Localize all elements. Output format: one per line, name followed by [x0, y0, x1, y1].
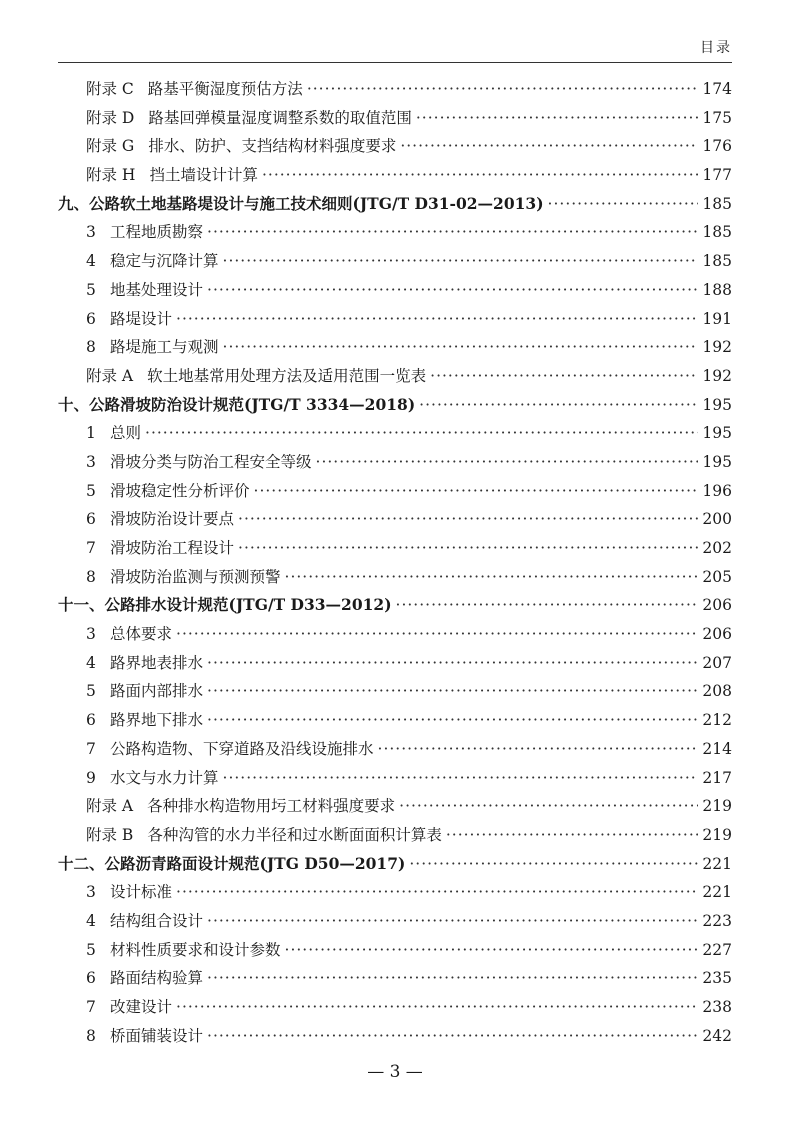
toc-section-entry[interactable]: [58, 190, 732, 219]
toc-entry-page: 195: [702, 452, 732, 471]
toc-entry[interactable]: [58, 276, 732, 305]
toc-entry-page: 174: [702, 80, 732, 98]
toc-entry-page: 208: [702, 682, 732, 701]
toc-entry-title: 路堤施工与观测: [110, 338, 219, 357]
toc-entry[interactable]: [58, 563, 732, 592]
toc-entry-page: 185: [702, 194, 732, 213]
dot-leader: [207, 1022, 698, 1051]
toc-entry-number: 5: [86, 682, 96, 701]
dot-leader: [207, 677, 698, 706]
dot-leader: [207, 907, 698, 936]
dot-leader: [176, 878, 698, 907]
toc-entry-page: 206: [702, 625, 732, 644]
toc-entry-title: 路基平衡湿度预估方法: [147, 80, 303, 98]
toc-entry-title: 公路沥青路面设计规范(JTG D50—2017): [104, 853, 406, 873]
dot-leader: [238, 534, 698, 563]
toc-entry-number: 附录 A: [86, 366, 134, 385]
toc-entry-page: 212: [702, 711, 732, 730]
dot-leader: [176, 305, 698, 334]
toc-entry-number: 6: [86, 711, 96, 730]
dot-leader: [207, 649, 698, 678]
dot-leader: [419, 391, 698, 420]
toc-entry[interactable]: [58, 993, 732, 1022]
dot-leader: [223, 764, 699, 793]
toc-entry-title: 滑坡防治监测与预测预警: [110, 567, 281, 586]
dot-leader: [176, 993, 698, 1022]
header-title: 目录: [700, 40, 732, 56]
dot-leader: [378, 735, 699, 764]
toc-entry-title: 滑坡防治设计要点: [110, 510, 235, 529]
toc-entry-page: 242: [702, 1026, 732, 1045]
dot-leader: [238, 505, 698, 534]
toc-entry-number: 附录 D: [86, 108, 135, 127]
dot-leader: [409, 850, 698, 879]
toc-entry-number: 3: [86, 223, 96, 242]
table-of-contents: [58, 75, 732, 1050]
toc-entry-page: 188: [702, 280, 732, 299]
toc-section-entry[interactable]: [58, 591, 732, 620]
toc-entry-number: 5: [86, 940, 96, 959]
page-number: — 3 —: [367, 1062, 423, 1082]
toc-entry-page: 177: [702, 166, 732, 185]
toc-entry[interactable]: [58, 964, 732, 993]
dot-leader: [396, 591, 699, 620]
toc-entry[interactable]: [58, 534, 732, 563]
toc-entry-page: 191: [702, 309, 732, 328]
toc-entry-title: 水文与水力计算: [110, 768, 219, 787]
toc-entry-title: 路基回弹模量湿度调整系数的取值范围: [148, 108, 412, 127]
toc-entry-title: 滑坡分类与防治工程安全等级: [110, 452, 312, 471]
toc-entry-page: 217: [702, 768, 732, 787]
dot-leader: [207, 218, 698, 247]
toc-entry-number: 8: [86, 338, 96, 357]
toc-entry-page: 235: [702, 969, 732, 988]
toc-entry-title: 各种排水构造物用圬工材料强度要求: [147, 797, 396, 816]
toc-entry-page: 221: [702, 883, 732, 902]
toc-entry-title: 路界地表排水: [110, 653, 204, 672]
toc-entry-number: 9: [86, 768, 96, 787]
toc-entry-number: 4: [86, 252, 96, 271]
toc-entry[interactable]: [58, 333, 732, 362]
toc-entry-number: 附录 G: [86, 137, 135, 156]
toc-entry[interactable]: [58, 305, 732, 334]
toc-entry-page: 185: [702, 223, 732, 242]
toc-entry-title: 总体要求: [110, 625, 173, 644]
toc-entry-title: 地基处理设计: [110, 280, 204, 299]
toc-entry-title: 软土地基常用处理方法及适用范围一览表: [147, 366, 427, 385]
toc-entry-title: 滑坡防治工程设计: [110, 539, 235, 557]
toc-entry-page: 176: [702, 137, 732, 156]
dot-leader: [262, 161, 698, 190]
dot-leader: [548, 190, 699, 219]
toc-entry-number: 九、: [58, 193, 90, 213]
toc-entry-number: 十一、: [58, 595, 105, 615]
toc-entry[interactable]: [58, 75, 732, 104]
toc-entry-title: 路面结构验算: [110, 969, 204, 988]
toc-entry-number: 十二、: [58, 853, 105, 873]
toc-section-entry[interactable]: [58, 850, 732, 879]
toc-entry-number: 十、: [58, 394, 90, 414]
toc-entry[interactable]: [58, 764, 732, 793]
toc-entry-title: 各种沟管的水力半径和过水断面面积计算表: [147, 825, 442, 844]
dot-leader: [176, 620, 698, 649]
toc-entry[interactable]: [58, 620, 732, 649]
toc-entry-number: 附录 C: [86, 80, 134, 98]
toc-entry[interactable]: [58, 735, 732, 764]
toc-entry[interactable]: [58, 448, 732, 477]
toc-entry-page: 221: [702, 854, 732, 873]
toc-entry-title: 公路滑坡防治设计规范(JTG/T 3334—2018): [89, 394, 416, 414]
dot-leader: [416, 104, 699, 133]
toc-entry-number: 4: [86, 911, 96, 930]
toc-entry[interactable]: [58, 247, 732, 276]
dot-leader: [254, 477, 699, 506]
toc-entry-number: 3: [86, 625, 96, 644]
dot-leader: [446, 821, 699, 850]
toc-entry-number: 7: [86, 739, 96, 758]
toc-entry-number: 3: [86, 883, 96, 902]
dot-leader: [430, 362, 698, 391]
toc-entry-title: 滑坡稳定性分析评价: [110, 481, 250, 500]
toc-entry-page: 207: [702, 653, 732, 672]
dot-leader: [223, 247, 699, 276]
toc-entry-page: 192: [702, 338, 732, 357]
toc-entry-title: 排水、防护、支挡结构材料强度要求: [148, 137, 397, 156]
toc-entry[interactable]: [58, 677, 732, 706]
toc-entry[interactable]: [58, 161, 732, 190]
toc-entry-number: 6: [86, 969, 96, 988]
toc-entry-page: 219: [702, 797, 732, 816]
toc-entry-page: 200: [702, 510, 732, 529]
toc-entry-title: 材料性质要求和设计参数: [110, 940, 281, 959]
toc-entry-number: 5: [86, 280, 96, 299]
toc-entry-number: 7: [86, 998, 96, 1016]
toc-entry[interactable]: [58, 132, 732, 161]
toc-entry[interactable]: [58, 936, 732, 965]
toc-entry[interactable]: [58, 1022, 732, 1051]
toc-entry-title: 挡土墙设计计算: [149, 166, 258, 185]
dot-leader: [145, 419, 698, 448]
toc-entry[interactable]: [58, 477, 732, 506]
toc-entry-page: 206: [702, 596, 732, 615]
toc-entry-page: 202: [702, 539, 732, 557]
toc-entry[interactable]: [58, 104, 732, 133]
dot-leader: [285, 936, 699, 965]
toc-entry-title: 设计标准: [110, 883, 173, 902]
toc-entry-number: 7: [86, 539, 96, 557]
dot-leader: [307, 75, 699, 104]
header-rule: [58, 62, 732, 63]
toc-entry[interactable]: [58, 419, 732, 448]
toc-entry[interactable]: [58, 821, 732, 850]
toc-entry-number: 4: [86, 653, 96, 672]
toc-entry-title: 工程地质勘察: [110, 223, 204, 242]
toc-entry-title: 桥面铺装设计: [110, 1026, 204, 1045]
toc-entry[interactable]: [58, 505, 732, 534]
toc-entry-number: 6: [86, 309, 96, 328]
toc-entry-number: 附录 A: [86, 797, 134, 816]
toc-entry-title: 路界地下排水: [110, 711, 204, 730]
toc-entry-title: 稳定与沉降计算: [110, 252, 219, 271]
toc-entry-title: 公路构造物、下穿道路及沿线设施排水: [110, 739, 374, 758]
toc-entry-page: 192: [702, 366, 732, 385]
toc-entry-number: 3: [86, 452, 96, 471]
dot-leader: [316, 448, 699, 477]
dot-leader: [207, 964, 698, 993]
toc-entry[interactable]: [58, 649, 732, 678]
toc-entry[interactable]: [58, 792, 732, 821]
toc-entry-number: 附录 B: [86, 825, 134, 844]
toc-entry-page: 196: [702, 481, 732, 500]
dot-leader: [207, 706, 698, 735]
dot-leader: [207, 276, 698, 305]
dot-leader: [399, 792, 698, 821]
toc-entry-title: 公路软土地基路堤设计与施工技术细则(JTG/T D31-02—2013): [89, 193, 544, 213]
toc-entry-title: 结构组合设计: [110, 911, 204, 930]
toc-entry-page: 227: [702, 940, 732, 959]
toc-entry-number: 8: [86, 1026, 96, 1045]
toc-entry-page: 185: [702, 252, 732, 271]
toc-entry-title: 路堤设计: [110, 309, 173, 328]
dot-leader: [285, 563, 699, 592]
dot-leader: [223, 333, 699, 362]
toc-entry-number: 5: [86, 481, 96, 500]
toc-entry-page: 219: [702, 825, 732, 844]
dot-leader: [400, 132, 698, 161]
toc-entry-title: 公路排水设计规范(JTG/T D33—2012): [104, 595, 392, 615]
toc-entry-page: 195: [702, 395, 732, 414]
toc-entry-title: 改建设计: [110, 998, 173, 1016]
toc-entry[interactable]: [58, 706, 732, 735]
toc-entry-page: 195: [702, 424, 732, 443]
toc-entry-number: 6: [86, 510, 96, 529]
toc-entry-title: 总则: [110, 424, 142, 443]
toc-entry-page: 205: [702, 567, 732, 586]
toc-entry-page: 214: [702, 739, 732, 758]
toc-entry[interactable]: [58, 907, 732, 936]
toc-entry-number: 8: [86, 567, 96, 586]
toc-entry-page: 175: [702, 108, 732, 127]
toc-entry[interactable]: [58, 878, 732, 907]
toc-entry[interactable]: [58, 218, 732, 247]
toc-section-entry[interactable]: [58, 391, 732, 420]
toc-entry-number: 附录 H: [86, 166, 136, 185]
toc-entry-page: 223: [702, 911, 732, 930]
toc-entry-page: 238: [702, 998, 732, 1016]
toc-entry[interactable]: [58, 362, 732, 391]
toc-entry-number: 1: [86, 424, 96, 443]
toc-entry-title: 路面内部排水: [110, 682, 204, 701]
